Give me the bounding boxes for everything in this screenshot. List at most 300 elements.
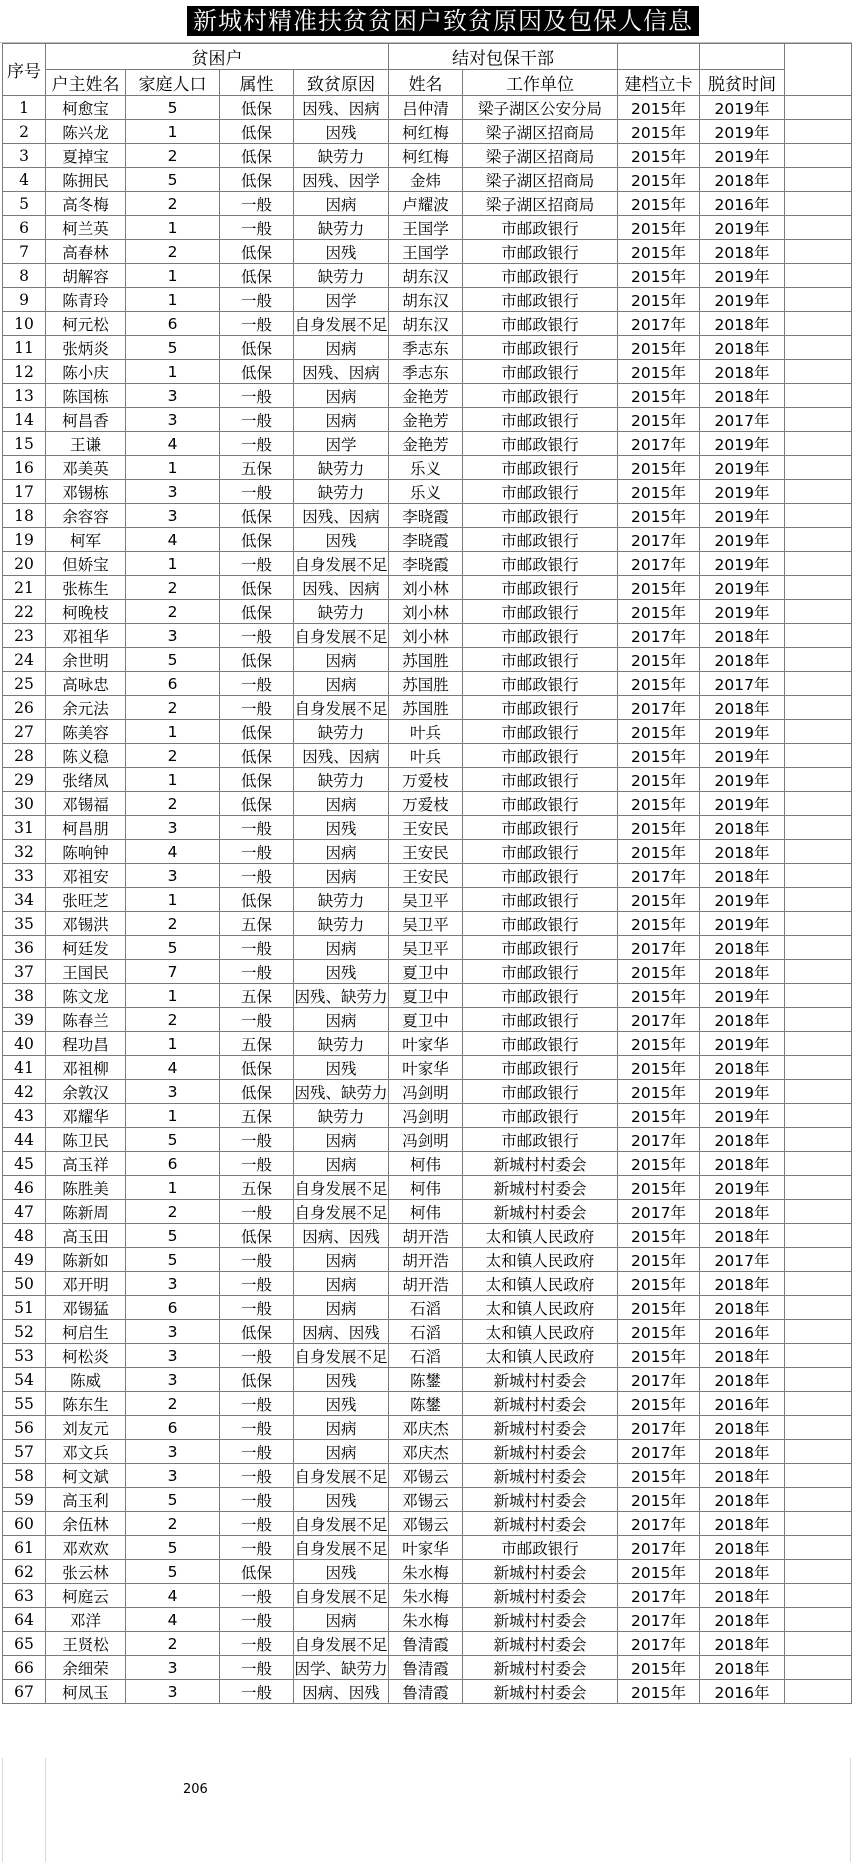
row-seq: 42: [3, 1080, 46, 1104]
work-unit: 市邮政银行: [463, 744, 618, 768]
page-title: 新城村精准扶贫贫困户致贫原因及包保人信息: [187, 6, 699, 36]
cadre-name: 胡东汉: [389, 288, 463, 312]
row-seq: 27: [3, 720, 46, 744]
row-seq: 50: [3, 1272, 46, 1296]
work-unit: 新城村村委会: [463, 1176, 618, 1200]
table-body: [3, 96, 852, 1704]
filing-year: 2017年: [618, 1512, 700, 1536]
poverty-cause: 自身发展不足: [294, 312, 389, 336]
attribute: 低保: [220, 648, 294, 672]
work-unit: 新城村村委会: [463, 1584, 618, 1608]
attribute: 低保: [220, 240, 294, 264]
extra-cell: [785, 192, 852, 216]
householder-name: 陈春兰: [46, 1008, 126, 1032]
table-row: [3, 576, 852, 600]
extra-cell: [785, 1248, 852, 1272]
exit-year: 2018年: [700, 312, 785, 336]
householder-name: 王贤松: [46, 1632, 126, 1656]
exit-year: 2019年: [700, 456, 785, 480]
work-unit: 市邮政银行: [463, 504, 618, 528]
poverty-cause: 缺劳力: [294, 264, 389, 288]
cadre-name: 李晓霞: [389, 552, 463, 576]
work-unit: 市邮政银行: [463, 576, 618, 600]
column-header-cadre-name: 姓名: [389, 70, 463, 96]
householder-name: 高玉田: [46, 1224, 126, 1248]
extra-cell: [785, 1416, 852, 1440]
exit-year: 2018年: [700, 1272, 785, 1296]
table-row: [3, 456, 852, 480]
filing-year: 2015年: [618, 360, 700, 384]
cadre-name: 冯剑明: [389, 1104, 463, 1128]
table-row: [3, 1032, 852, 1056]
filing-year: 2015年: [618, 504, 700, 528]
family-size: 2: [126, 1008, 220, 1032]
row-seq: 7: [3, 240, 46, 264]
work-unit: 新城村村委会: [463, 1632, 618, 1656]
poverty-cause: 自身发展不足: [294, 696, 389, 720]
attribute: 一般: [220, 960, 294, 984]
poverty-cause: 因学: [294, 432, 389, 456]
cadre-name: 胡开浩: [389, 1224, 463, 1248]
family-size: 3: [126, 1440, 220, 1464]
poverty-cause: 因病: [294, 192, 389, 216]
family-size: 3: [126, 816, 220, 840]
row-seq: 15: [3, 432, 46, 456]
attribute: 一般: [220, 624, 294, 648]
row-seq: 25: [3, 672, 46, 696]
householder-name: 余容容: [46, 504, 126, 528]
table-row: [3, 1296, 852, 1320]
extra-cell: [785, 1032, 852, 1056]
exit-year: 2017年: [700, 672, 785, 696]
column-header-work-unit: 工作单位: [463, 70, 618, 96]
table-row: [3, 1008, 852, 1032]
cadre-name: 柯伟: [389, 1176, 463, 1200]
work-unit: 太和镇人民政府: [463, 1272, 618, 1296]
extra-cell: [785, 1488, 852, 1512]
poverty-cause: 缺劳力: [294, 456, 389, 480]
poverty-cause: 因残: [294, 528, 389, 552]
row-seq: 43: [3, 1104, 46, 1128]
extra-cell: [785, 840, 852, 864]
exit-year: 2019年: [700, 1080, 785, 1104]
cadre-name: 邓锡云: [389, 1512, 463, 1536]
table-row: [3, 1128, 852, 1152]
work-unit: 市邮政银行: [463, 288, 618, 312]
householder-name: 胡解容: [46, 264, 126, 288]
cadre-name: 吴卫平: [389, 888, 463, 912]
extra-cell: [785, 264, 852, 288]
filing-year: 2017年: [618, 624, 700, 648]
filing-year: 2015年: [618, 1104, 700, 1128]
attribute: 一般: [220, 1440, 294, 1464]
filing-year: 2015年: [618, 960, 700, 984]
data-table: [2, 43, 852, 1704]
extra-cell: [785, 504, 852, 528]
work-unit: 市邮政银行: [463, 384, 618, 408]
family-size: 1: [126, 888, 220, 912]
filing-year: 2015年: [618, 1152, 700, 1176]
cadre-name: 胡东汉: [389, 312, 463, 336]
work-unit: 新城村村委会: [463, 1608, 618, 1632]
table-row: [3, 312, 852, 336]
family-size: 2: [126, 1632, 220, 1656]
extra-cell: [785, 312, 852, 336]
table-row: [3, 192, 852, 216]
row-seq: 8: [3, 264, 46, 288]
householder-name: 张绪凤: [46, 768, 126, 792]
row-seq: 21: [3, 576, 46, 600]
attribute: 一般: [220, 840, 294, 864]
householder-name: 陈义稳: [46, 744, 126, 768]
householder-name: 邓耀华: [46, 1104, 126, 1128]
family-size: 3: [126, 408, 220, 432]
family-size: 3: [126, 384, 220, 408]
extra-cell: [785, 528, 852, 552]
exit-year: 2018年: [700, 936, 785, 960]
table-row: [3, 1320, 852, 1344]
cadre-name: 邓庆杰: [389, 1416, 463, 1440]
householder-name: 陈威: [46, 1368, 126, 1392]
row-seq: 31: [3, 816, 46, 840]
row-seq: 33: [3, 864, 46, 888]
filing-year: 2015年: [618, 792, 700, 816]
filing-year: 2015年: [618, 1272, 700, 1296]
cadre-name: 胡东汉: [389, 264, 463, 288]
table-row: [3, 1416, 852, 1440]
poverty-cause: 缺劳力: [294, 1104, 389, 1128]
poverty-cause: 因残、因病: [294, 504, 389, 528]
attribute: 一般: [220, 1632, 294, 1656]
extra-cell: [785, 480, 852, 504]
filing-year: 2015年: [618, 1248, 700, 1272]
work-unit: 市邮政银行: [463, 864, 618, 888]
row-seq: 62: [3, 1560, 46, 1584]
table-row: [3, 840, 852, 864]
filing-year: 2017年: [618, 312, 700, 336]
attribute: 一般: [220, 936, 294, 960]
exit-year: 2019年: [700, 720, 785, 744]
family-size: 1: [126, 216, 220, 240]
filing-year: 2017年: [618, 936, 700, 960]
householder-name: 高玉祥: [46, 1152, 126, 1176]
poverty-cause: 自身发展不足: [294, 1584, 389, 1608]
extra-cell: [785, 120, 852, 144]
householder-name: 柯文斌: [46, 1464, 126, 1488]
householder-name: 柯启生: [46, 1320, 126, 1344]
filing-year: 2015年: [618, 1080, 700, 1104]
table-row: [3, 1440, 852, 1464]
householder-name: 柯愈宝: [46, 96, 126, 120]
filing-year: 2015年: [618, 1680, 700, 1704]
exit-year: 2018年: [700, 168, 785, 192]
table-row: [3, 1152, 852, 1176]
householder-name: 陈胜美: [46, 1176, 126, 1200]
filing-year: 2015年: [618, 1056, 700, 1080]
filing-year: 2015年: [618, 480, 700, 504]
cadre-name: 鲁清霞: [389, 1680, 463, 1704]
extra-cell: [785, 1104, 852, 1128]
exit-year: 2019年: [700, 792, 785, 816]
exit-year: 2018年: [700, 1560, 785, 1584]
extra-cell: [785, 1296, 852, 1320]
extra-cell: [785, 864, 852, 888]
extra-cell: [785, 336, 852, 360]
exit-year: 2018年: [700, 816, 785, 840]
work-unit: 市邮政银行: [463, 984, 618, 1008]
cadre-name: 刘小林: [389, 600, 463, 624]
exit-year: 2016年: [700, 1680, 785, 1704]
filing-year: 2017年: [618, 1440, 700, 1464]
exit-year: 2018年: [700, 864, 785, 888]
row-seq: 41: [3, 1056, 46, 1080]
poverty-cause: 自身发展不足: [294, 1512, 389, 1536]
cadre-name: 季志东: [389, 336, 463, 360]
householder-name: 陈美容: [46, 720, 126, 744]
row-seq: 30: [3, 792, 46, 816]
poverty-cause: 因残: [294, 1560, 389, 1584]
family-size: 1: [126, 768, 220, 792]
work-unit: 市邮政银行: [463, 456, 618, 480]
row-seq: 56: [3, 1416, 46, 1440]
attribute: 一般: [220, 672, 294, 696]
work-unit: 新城村村委会: [463, 1200, 618, 1224]
cadre-name: 叶家华: [389, 1056, 463, 1080]
work-unit: 梁子湖区招商局: [463, 144, 618, 168]
exit-year: 2018年: [700, 1512, 785, 1536]
cadre-name: 刘小林: [389, 576, 463, 600]
attribute: 低保: [220, 1224, 294, 1248]
row-seq: 22: [3, 600, 46, 624]
family-size: 1: [126, 552, 220, 576]
family-size: 3: [126, 1272, 220, 1296]
extra-cell: [785, 432, 852, 456]
extra-cell: [785, 1464, 852, 1488]
extra-cell: [785, 168, 852, 192]
cadre-name: 陈鐢: [389, 1368, 463, 1392]
cadre-name: 苏国胜: [389, 672, 463, 696]
row-seq: 61: [3, 1536, 46, 1560]
cadre-name: 苏国胜: [389, 696, 463, 720]
row-seq: 16: [3, 456, 46, 480]
table-row: [3, 1344, 852, 1368]
filing-year: 2015年: [618, 384, 700, 408]
poverty-cause: 因残、因病: [294, 744, 389, 768]
cadre-name: 金炜: [389, 168, 463, 192]
row-seq: 23: [3, 624, 46, 648]
poverty-cause: 缺劳力: [294, 1032, 389, 1056]
filing-year: 2015年: [618, 768, 700, 792]
poverty-cause: 因病: [294, 1416, 389, 1440]
row-seq: 53: [3, 1344, 46, 1368]
row-seq: 49: [3, 1248, 46, 1272]
cadre-name: 王国学: [389, 240, 463, 264]
column-header-family-size: 家庭人口: [126, 70, 220, 96]
exit-year: 2019年: [700, 528, 785, 552]
extra-cell: [785, 144, 852, 168]
attribute: 一般: [220, 1488, 294, 1512]
attribute: 低保: [220, 168, 294, 192]
table-row: [3, 288, 852, 312]
work-unit: 市邮政银行: [463, 360, 618, 384]
filing-year: 2015年: [618, 1488, 700, 1512]
householder-name: 邓欢欢: [46, 1536, 126, 1560]
exit-year: 2019年: [700, 144, 785, 168]
householder-name: 张炳炎: [46, 336, 126, 360]
exit-year: 2018年: [700, 1224, 785, 1248]
poverty-cause: 因学: [294, 288, 389, 312]
family-size: 6: [126, 1152, 220, 1176]
family-size: 3: [126, 1080, 220, 1104]
family-size: 1: [126, 1032, 220, 1056]
family-size: 4: [126, 1608, 220, 1632]
poverty-cause: 自身发展不足: [294, 624, 389, 648]
work-unit: 梁子湖区招商局: [463, 120, 618, 144]
householder-name: 王谦: [46, 432, 126, 456]
cadre-name: 石滔: [389, 1344, 463, 1368]
extra-cell: [785, 1680, 852, 1704]
table-row: [3, 1272, 852, 1296]
filing-year: 2015年: [618, 1032, 700, 1056]
attribute: 一般: [220, 1392, 294, 1416]
work-unit: 新城村村委会: [463, 1656, 618, 1680]
poverty-cause: 自身发展不足: [294, 1536, 389, 1560]
extra-cell: [785, 1512, 852, 1536]
family-size: 4: [126, 528, 220, 552]
poverty-cause: 因残、因病: [294, 96, 389, 120]
column-header-cause: 致贫原因: [294, 70, 389, 96]
attribute: 一般: [220, 1296, 294, 1320]
exit-year: 2019年: [700, 1032, 785, 1056]
work-unit: 市邮政银行: [463, 816, 618, 840]
row-seq: 10: [3, 312, 46, 336]
table-row: [3, 744, 852, 768]
work-unit: 市邮政银行: [463, 408, 618, 432]
family-size: 1: [126, 720, 220, 744]
attribute: 一般: [220, 816, 294, 840]
exit-year: 2018年: [700, 1440, 785, 1464]
attribute: 一般: [220, 1584, 294, 1608]
extra-cell: [785, 1344, 852, 1368]
extra-cell: [785, 888, 852, 912]
row-seq: 52: [3, 1320, 46, 1344]
table-row: [3, 336, 852, 360]
family-size: 4: [126, 1056, 220, 1080]
work-unit: 新城村村委会: [463, 1488, 618, 1512]
filing-year: 2015年: [618, 120, 700, 144]
work-unit: 市邮政银行: [463, 720, 618, 744]
poverty-cause: 因病: [294, 1272, 389, 1296]
table-row: [3, 1224, 852, 1248]
attribute: 一般: [220, 1200, 294, 1224]
poverty-cause: 缺劳力: [294, 720, 389, 744]
householder-name: 邓祖柳: [46, 1056, 126, 1080]
filing-year: 2017年: [618, 528, 700, 552]
extra-cell: [785, 648, 852, 672]
exit-year: 2018年: [700, 960, 785, 984]
row-seq: 67: [3, 1680, 46, 1704]
work-unit: 市邮政银行: [463, 552, 618, 576]
exit-year: 2016年: [700, 1320, 785, 1344]
table-row: [3, 984, 852, 1008]
extra-cell: [785, 1656, 852, 1680]
table-row: [3, 1656, 852, 1680]
extra-cell: [785, 1536, 852, 1560]
work-unit: 市邮政银行: [463, 768, 618, 792]
exit-year: 2019年: [700, 768, 785, 792]
family-size: 5: [126, 1560, 220, 1584]
attribute: 五保: [220, 1176, 294, 1200]
exit-year: 2019年: [700, 432, 785, 456]
row-seq: 47: [3, 1200, 46, 1224]
attribute: 一般: [220, 1680, 294, 1704]
table-row: [3, 792, 852, 816]
exit-year: 2018年: [700, 1200, 785, 1224]
attribute: 低保: [220, 744, 294, 768]
work-unit: 市邮政银行: [463, 792, 618, 816]
exit-year: 2018年: [700, 384, 785, 408]
row-seq: 57: [3, 1440, 46, 1464]
table-row: [3, 720, 852, 744]
family-size: 2: [126, 1200, 220, 1224]
extra-cell: [785, 984, 852, 1008]
poverty-cause: 因残: [294, 1056, 389, 1080]
row-seq: 12: [3, 360, 46, 384]
table-row: [3, 504, 852, 528]
householder-name: 陈国栋: [46, 384, 126, 408]
cadre-name: 夏卫中: [389, 1008, 463, 1032]
work-unit: 新城村村委会: [463, 1416, 618, 1440]
poverty-cause: 因病、因残: [294, 1224, 389, 1248]
table-row: [3, 1392, 852, 1416]
householder-name: 邓祖安: [46, 864, 126, 888]
row-seq: 60: [3, 1512, 46, 1536]
family-size: 3: [126, 1320, 220, 1344]
work-unit: 梁子湖区招商局: [463, 168, 618, 192]
attribute: 低保: [220, 720, 294, 744]
family-size: 5: [126, 1224, 220, 1248]
householder-name: 柯昌香: [46, 408, 126, 432]
householder-name: 高玉利: [46, 1488, 126, 1512]
filing-year: 2015年: [618, 144, 700, 168]
exit-year: 2018年: [700, 696, 785, 720]
cadre-name: 陈鐢: [389, 1392, 463, 1416]
family-size: 4: [126, 1584, 220, 1608]
exit-year: 2019年: [700, 96, 785, 120]
attribute: 五保: [220, 984, 294, 1008]
filing-year: 2017年: [618, 1584, 700, 1608]
filing-year: 2015年: [618, 408, 700, 432]
filing-year: 2015年: [618, 984, 700, 1008]
filing-year: 2015年: [618, 1560, 700, 1584]
attribute: 一般: [220, 1152, 294, 1176]
table-row: [3, 1632, 852, 1656]
work-unit: 市邮政银行: [463, 432, 618, 456]
householder-name: 余细荣: [46, 1656, 126, 1680]
exit-year: 2018年: [700, 1296, 785, 1320]
group-header-blank-1: [618, 44, 700, 70]
householder-name: 高冬梅: [46, 192, 126, 216]
householder-name: 陈小庆: [46, 360, 126, 384]
work-unit: 市邮政银行: [463, 1008, 618, 1032]
cadre-name: 邓锡云: [389, 1488, 463, 1512]
exit-year: 2019年: [700, 552, 785, 576]
exit-year: 2019年: [700, 264, 785, 288]
row-seq: 11: [3, 336, 46, 360]
work-unit: 市邮政银行: [463, 840, 618, 864]
exit-year: 2019年: [700, 1176, 785, 1200]
table-row: [3, 552, 852, 576]
